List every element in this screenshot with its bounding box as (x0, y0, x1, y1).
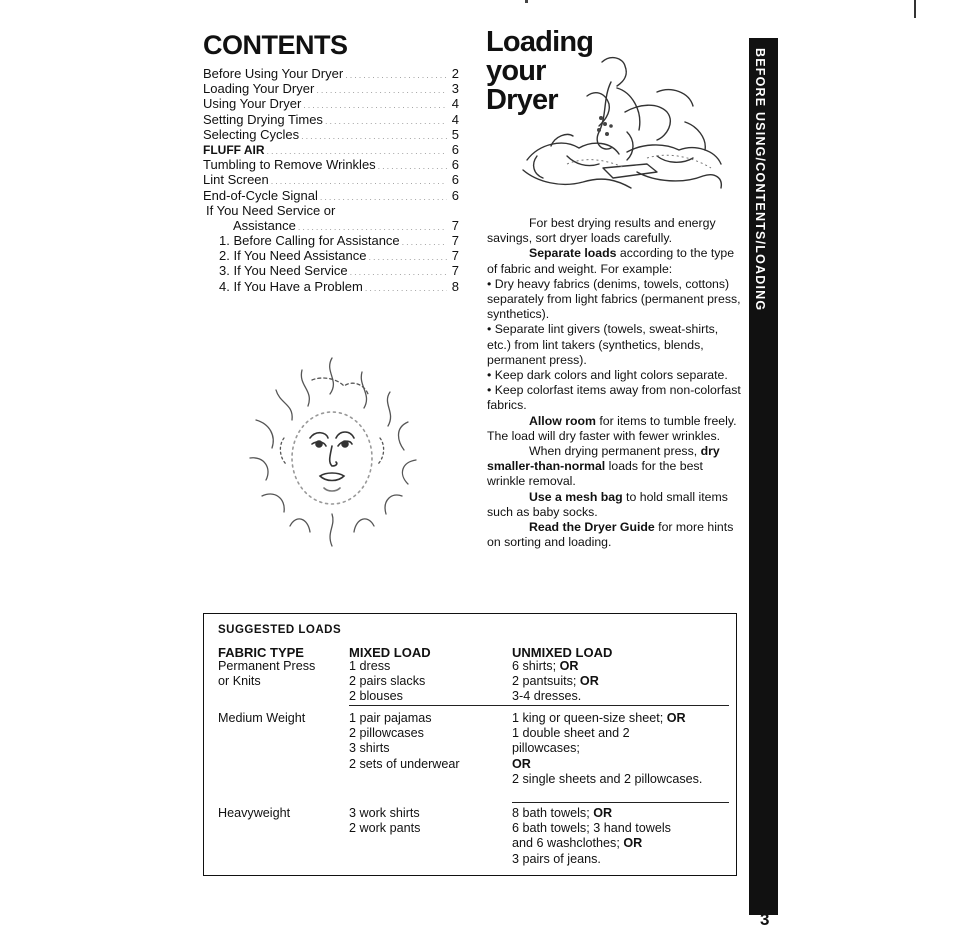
toc-entry[interactable] (203, 112, 459, 127)
mixed-load-cell (349, 806, 420, 836)
unmixed-load-line (512, 836, 671, 851)
laundry-illustration (507, 52, 747, 202)
toc-page: 4 (451, 96, 459, 112)
toc-page: 6 (451, 141, 459, 157)
toc-label: Tumbling to Remove Wrinkles (203, 157, 376, 173)
row-divider (512, 802, 729, 803)
toc-label: Loading Your Dryer (203, 81, 315, 97)
toc-page: 3 (451, 81, 459, 97)
toc-entry[interactable] (203, 172, 459, 187)
mixed-load-line: 3 work shirts (349, 806, 420, 820)
unmixed-load-cell (512, 659, 599, 705)
fabric-type-line: or Knits (218, 674, 261, 689)
allow-room-paragraph (487, 414, 743, 444)
fabric-type-cell (218, 711, 305, 726)
column-header-mixed-load: MIXED LOAD (349, 645, 431, 660)
or-keyword: OR (593, 806, 613, 820)
mesh-bag-text: to hold small items such as baby socks. (487, 489, 728, 519)
permanent-press-lead: When drying permanent press, (529, 444, 701, 459)
unmixed-load-line: 2 single sheets and 2 pillowcases. (512, 771, 703, 786)
allow-room-emphasis: Allow room (529, 413, 596, 428)
toc-label: 1. Before Calling for Assistance (219, 233, 400, 249)
row-divider (349, 705, 729, 706)
unmixed-load-line: 6 bath towels; 3 hand towels (512, 821, 671, 836)
toc-page: 7 (451, 263, 459, 279)
bullet-colorfast: • Keep colorfast items away from non-colorfast fabrics. (487, 383, 741, 413)
toc-leader (303, 98, 447, 113)
toc-label: FLUFF AIR (203, 142, 265, 157)
toc-page: 7 (451, 217, 459, 233)
mixed-load-cell (349, 711, 460, 772)
unmixed-load-line (512, 711, 702, 726)
toc-label: Selecting Cycles (203, 126, 300, 142)
dryer-guide-paragraph (487, 520, 743, 550)
unmixed-load-line (512, 806, 671, 821)
print-speck (525, 0, 528, 3)
toc-label: Using Your Dryer (203, 96, 302, 112)
toc-entry[interactable] (203, 81, 459, 96)
mixed-load-line: 2 sets of underwear (349, 756, 460, 771)
edge-mark (914, 0, 916, 18)
toc-leader (402, 235, 447, 250)
separate-loads-emphasis: Separate loads (529, 246, 617, 261)
section-tab-label: BEFORE USING/CONTENTS/LOADING (753, 48, 767, 312)
or-keyword: OR (623, 836, 643, 851)
toc-page: 2 (451, 66, 459, 81)
unmixed-load-line (512, 757, 702, 772)
toc-label: Assistance (233, 217, 296, 233)
separate-loads-text: according to the type of fabric and weight. For example: (487, 246, 735, 276)
toc-label: 4. If You Have a Problem (219, 278, 363, 294)
toc-page: 7 (451, 233, 459, 249)
loading-heading-line: Loading (486, 26, 594, 58)
bullet-colors: • Keep dark colors and light colors separate. (487, 368, 728, 383)
toc-page: 6 (451, 157, 459, 173)
suggested-loads-title: SUGGESTED LOADS (218, 624, 342, 636)
toc-label: If You Need Service or (206, 202, 336, 218)
toc-page: 8 (451, 278, 459, 294)
toc-entry[interactable] (203, 263, 459, 278)
loading-heading-line: your (486, 55, 546, 87)
toc-page: 5 (451, 126, 459, 142)
permanent-press-text: loads for the best wrinkle removal. (487, 459, 703, 489)
toc-entry[interactable] (203, 157, 459, 172)
bullet-lint: • Separate lint givers (towels, sweat-shirts, etc.) from lint takers (synthetics, blends, permanent press). (487, 322, 719, 367)
toc-leader (365, 281, 447, 296)
unmixed-load-text: 6 shirts; (512, 659, 560, 673)
unmixed-load-line: 3 pairs of jeans. (512, 851, 601, 866)
unmixed-load-line (512, 659, 599, 674)
toc-entry[interactable] (203, 233, 459, 248)
or-keyword: OR (666, 711, 686, 725)
dryer-guide-emphasis: Read the Dryer Guide (529, 520, 655, 535)
mesh-bag-emphasis: Use a mesh bag (529, 489, 623, 504)
sun-illustration (232, 350, 432, 555)
permanent-press-emphasis: dry smaller-than-normal (487, 444, 720, 474)
toc-leader (301, 129, 447, 144)
toc-entry[interactable] (203, 218, 459, 233)
column-header-unmixed-load: UNMIXED LOAD (512, 645, 613, 660)
toc-leader (378, 159, 447, 174)
section-tab (749, 38, 778, 915)
loading-heading-line: Dryer (486, 84, 558, 116)
toc-page: 6 (451, 187, 459, 203)
toc-label: End-of-Cycle Signal (203, 187, 318, 203)
toc-leader (368, 250, 447, 265)
toc-label: 2. If You Need Assistance (219, 248, 367, 264)
column-header-fabric-type: FABRIC TYPE (218, 645, 304, 660)
or-keyword: OR (579, 674, 599, 689)
toc-label: Setting Drying Times (203, 111, 323, 127)
toc-entry[interactable] (203, 66, 459, 81)
toc-entry[interactable] (203, 279, 459, 294)
toc-leader (316, 83, 447, 98)
toc-entry[interactable] (203, 96, 459, 111)
unmixed-load-text: and 6 washclothes; (512, 836, 624, 851)
or-keyword: OR (559, 659, 579, 673)
page-number: 3 (760, 910, 770, 929)
separate-loads-paragraph (487, 246, 743, 276)
toc-leader (320, 190, 447, 205)
toc-leader (345, 68, 447, 83)
toc-entry[interactable] (203, 248, 459, 263)
mixed-load-line: 2 work pants (349, 821, 421, 836)
mixed-load-line: 2 pillowcases (349, 726, 424, 741)
dryer-guide-text: for more hints on sorting and loading. (487, 520, 734, 550)
toc-label: Lint Screen (203, 172, 269, 188)
unmixed-load-text: 2 pantsuits; (512, 674, 580, 689)
mixed-load-line: 2 pairs slacks (349, 674, 426, 689)
toc-leader (325, 114, 447, 129)
contents-heading: CONTENTS (203, 30, 348, 60)
unmixed-load-text: 8 bath towels; (512, 806, 594, 820)
mixed-load-line: 3 shirts (349, 741, 390, 756)
fabric-type-line: Medium Weight (218, 711, 306, 725)
mixed-load-line: 1 dress (349, 659, 391, 673)
unmixed-load-line: pillowcases; (512, 741, 580, 756)
toc-page: 7 (451, 248, 459, 264)
unmixed-load-text: 1 king or queen-size sheet; (512, 711, 667, 725)
toc-entry[interactable] (203, 127, 459, 142)
toc-page: 4 (451, 111, 459, 127)
mesh-bag-paragraph (487, 490, 743, 520)
unmixed-load-cell (512, 806, 671, 867)
intro-paragraph: For best drying results and energy savings, sort dryer loads carefully. (487, 216, 716, 246)
mixed-load-line: 2 blouses (349, 689, 403, 704)
toc-page: 6 (451, 172, 459, 188)
or-keyword: OR (512, 756, 531, 771)
toc-entry (203, 203, 459, 218)
unmixed-load-line: 3-4 dresses. (512, 689, 582, 704)
toc-label: 3. If You Need Service (219, 263, 348, 279)
toc-entry[interactable] (203, 142, 459, 157)
allow-room-text: for items to tumble freely. The load will dry faster with fewer wrinkles. (487, 413, 737, 443)
fabric-type-line: Heavyweight (218, 806, 291, 820)
toc-leader (350, 265, 447, 280)
permanent-press-paragraph (487, 444, 743, 490)
suggested-loads-table (203, 613, 737, 876)
unmixed-load-line (512, 674, 599, 689)
table-of-contents (203, 66, 459, 294)
fabric-type-line: Permanent Press (218, 659, 316, 673)
bullet-heavy-fabrics: • Dry heavy fabrics (denims, towels, cottons) separately from light fabrics (permanent press, synthetics). (487, 276, 741, 322)
mixed-load-line: 1 pair pajamas (349, 711, 432, 725)
unmixed-load-line: 1 double sheet and 2 (512, 726, 630, 741)
toc-label: Before Using Your Dryer (203, 66, 344, 81)
fabric-type-cell (218, 806, 290, 821)
mixed-load-cell (349, 659, 425, 705)
loading-instructions (487, 216, 743, 550)
fabric-type-cell (218, 659, 315, 689)
toc-entry[interactable] (203, 188, 459, 203)
unmixed-load-cell (512, 711, 702, 787)
